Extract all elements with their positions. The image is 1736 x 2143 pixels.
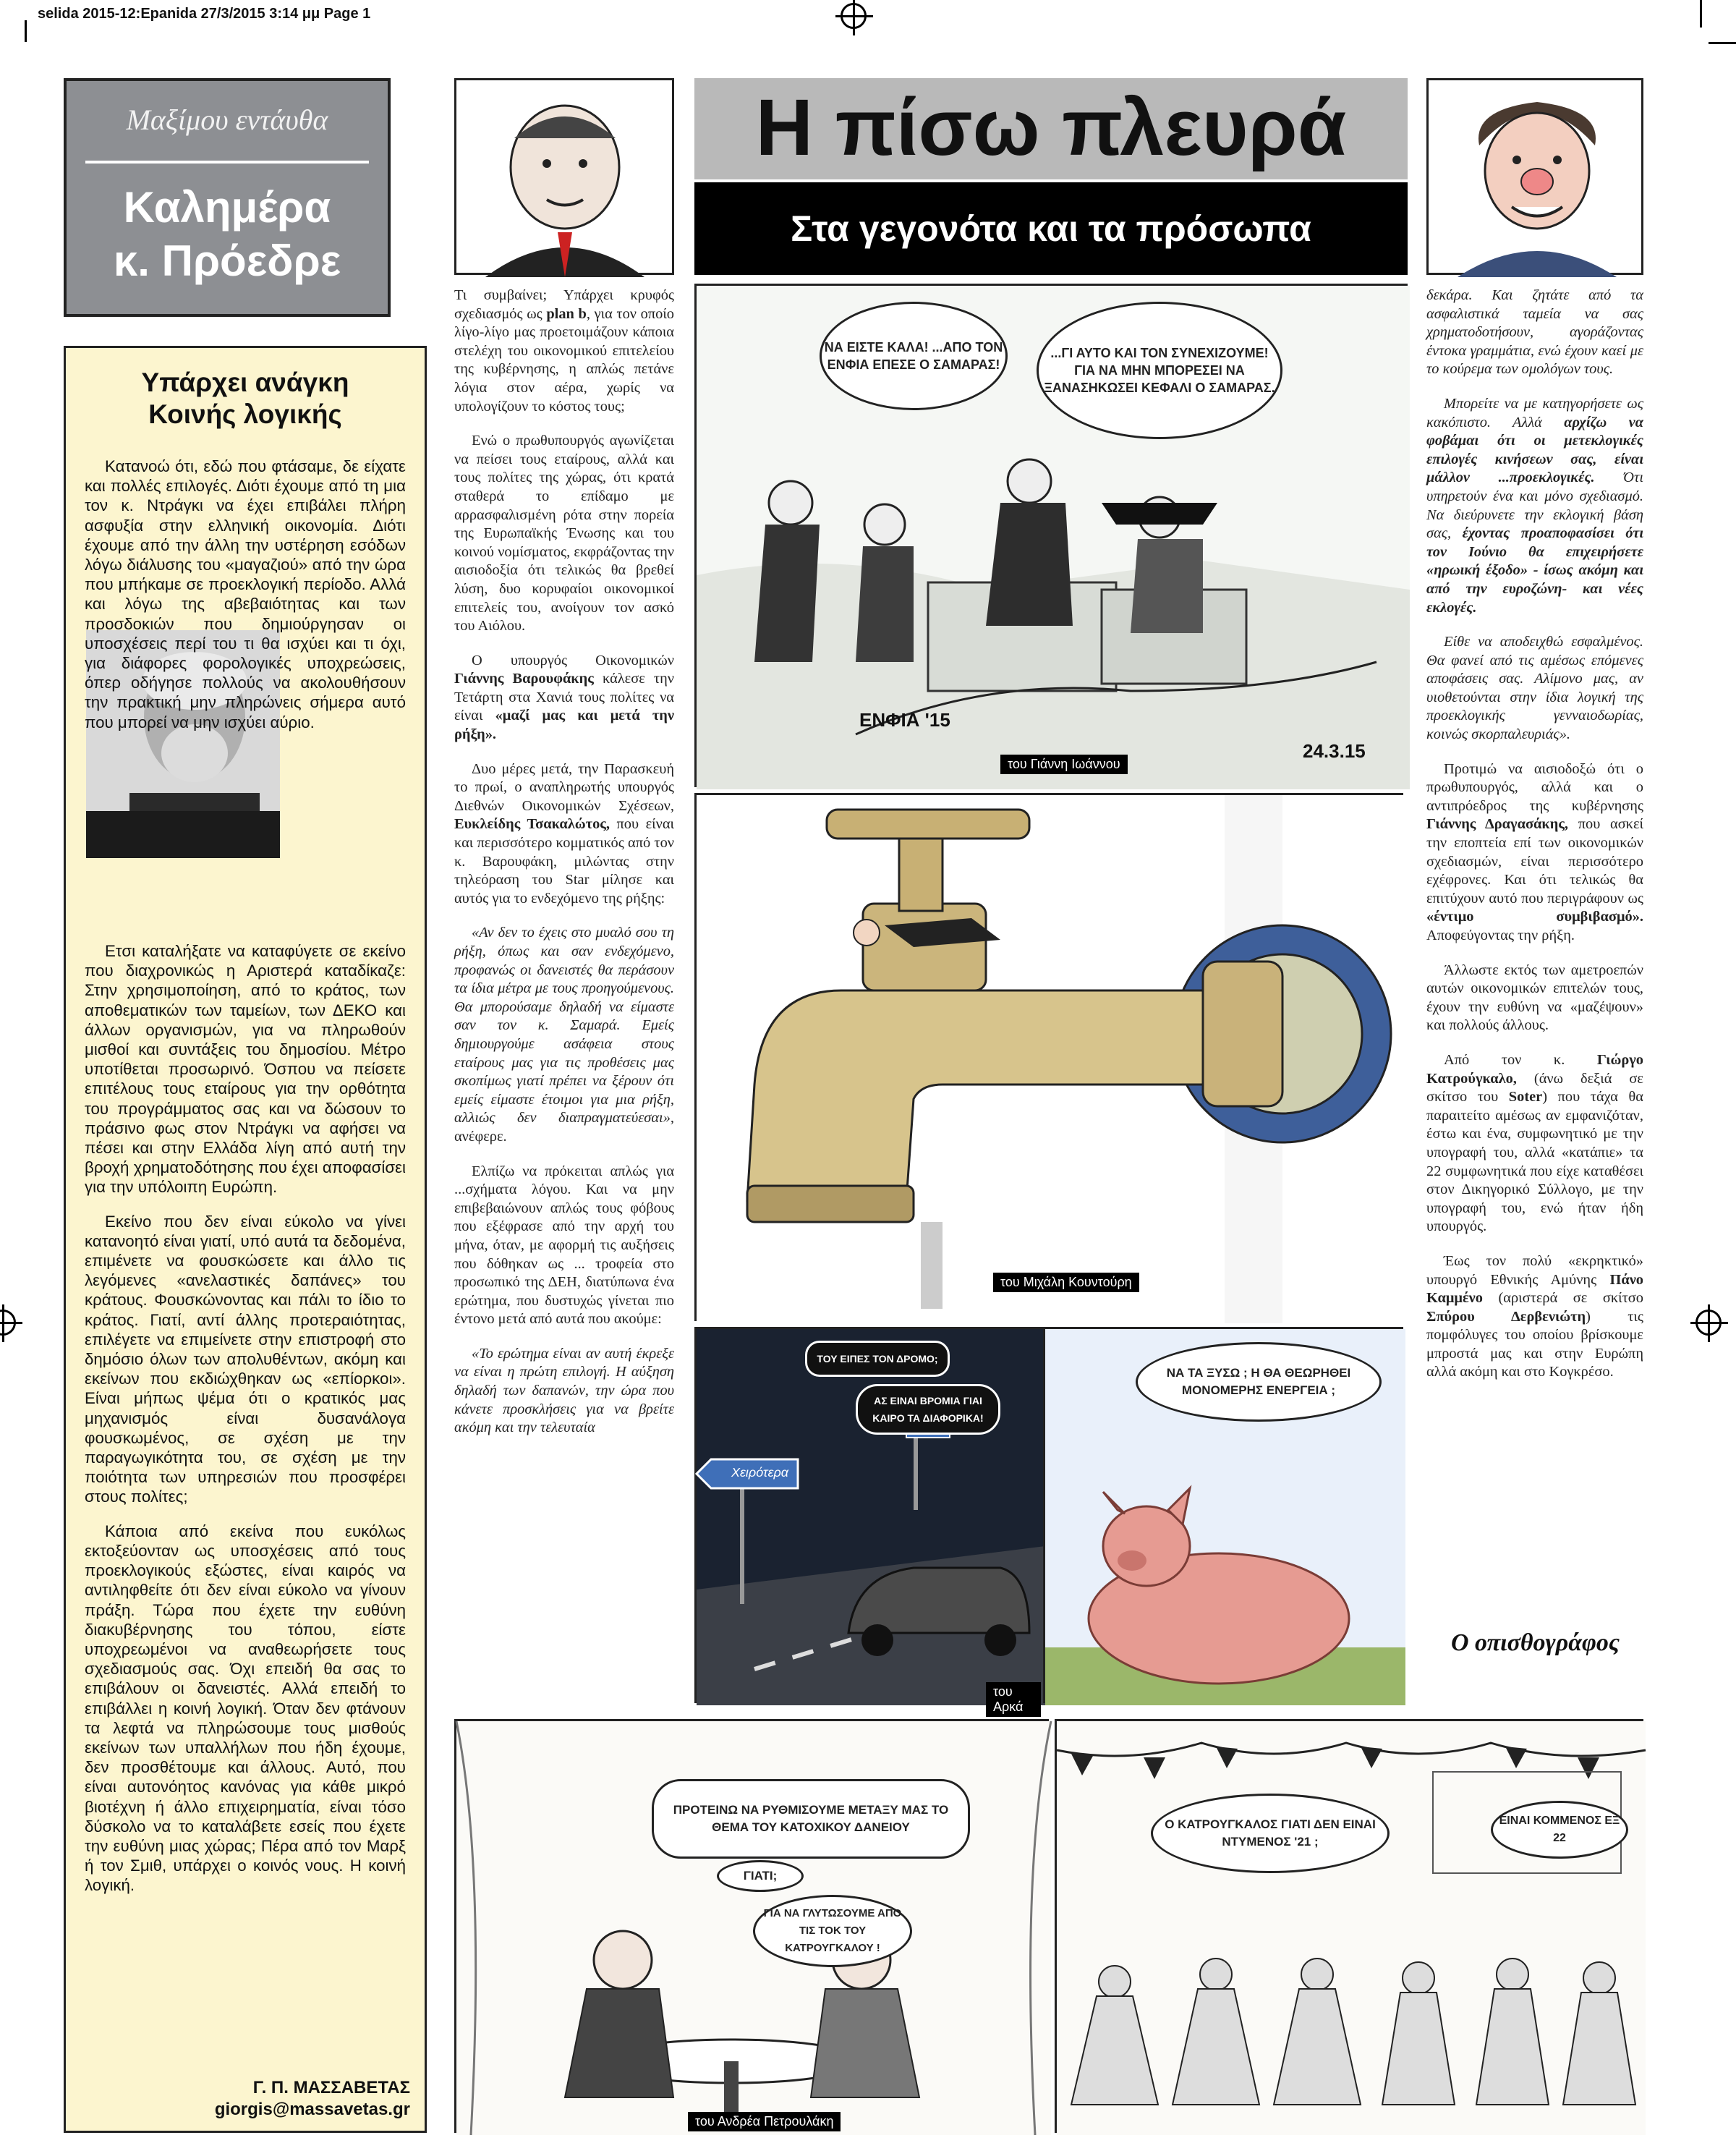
article-paragraph: Δυο μέρες μετά, την Παρασκευή το πρωί, ο αναπληρωτής υπουργός Διεθνών Οικονομικών Σχέσεων, Ευκλείδης Τσακαλώτος, που είναι και περισσότερο κομματικός από τον κ. Βαρουφάκη, μιλώντας στην τηλεόραση του Star μίλησε και αυτός για το ενδεχόμενο της ρήξης: [454,760,674,907]
article-paragraph: Ελπίζω να πρόκειται απλώς για ...σχήματα λόγου. Και να μην επιβεβαιώνουν απλώς τους φόβους που εξέφρασε από την αρχή του μήνα, όταν, με αφορμή τις αυξήσεις που δόθηκαν ως ... τροφεία στο προσωπικό της ΔΕΗ, διατύπωνα ένα ερώτημα, που δυστυχώς γίνεται πιο έντονο μετά από αυτά που ακούμε: [454,1163,674,1328]
author-email[interactable]: giorgis@massavetas.gr [214,2100,410,2119]
masthead [694,78,1408,179]
article-paragraph: Είθε να αποδειχθώ εσφαλμένος. Θα φανεί από τις αμέσως επόμενες αποφάσεις σας. Αλίμονο μας, αν υιοθετούνται στην ίδια λογική της προεκλογικής γενναιοδωρίας, κοινώς σκορπαλευριάς». [1426,634,1643,743]
right-article [1426,287,1643,1398]
opinion-column [64,346,427,2133]
crop-mark-top-left-v [25,20,27,42]
opinion-title [66,367,425,430]
crop-mark-top-right-h [1709,42,1736,44]
opinion-paragraph: Κατανοώ ότι, εδώ που φτάσαμε, δε είχατε και πολλές επιλογές. Διότι έχουμε από τη μια τον κ. Ντράγκι να έχει επιβάλει πλήρη ασφυξία στην ελληνική οικονομία. Διότι έχουμε από την άλλη την υστέρηση εσόδων λόγω διάλυσης του «μαγαζιού» από την ώρα που μπήκαμε σε προεκλογική περίοδο. Αλλά και λόγω της αβεβαιότητας και των προσδοκιών που δημιούργησαν οι υποσχέσεις περί του τι θα ισχύει και τι όχι, για διάφορες φορολογικές υποχρεώσεις, όπερ οδήγησε πολλούς να ακολουθήσουν την πρακτική μην πληρώνεις σήμερα αυτό που μπορεί να μην ισχύει αύριο. [85,457,406,731]
opinion-title-line-2: Κοινής λογικής [148,399,342,429]
column-title [67,181,388,288]
cartoon-ioannou [694,284,1408,787]
caricature-right [1426,78,1643,275]
article-paragraph: δεκάρα. Και ζητάτε από τα ασφαλιστικά ταμεία να σας χρηματοδοτήσουν, αγοράζοντας έντοκα γραμμάτια, ενώ έχουν καεί με το κούρεμα των ομολόγων τους. [1426,287,1643,378]
dancers-cartoon-icon [1057,1721,1646,2135]
masthead-title: Η πίσω πλευρά [755,83,1347,172]
masthead-subtitle: Στα γεγονότα και τα πρόσωπα [694,182,1408,275]
speech-bubble: Ο ΚΑΤΡΟΥΓΚΑΛΟΣ ΓΙΑΤΙ ΔΕΝ ΕΙΝΑΙ ΝΤΥΜΕΝΟΣ '21 ; [1151,1794,1390,1873]
cartoon-date: 24.3.15 [1303,740,1366,762]
speech-bubble: ΝΑ ΕΙΣΤΕ ΚΑΛΑ! ...ΑΠΟ ΤΟΝ ΕΝΦΙΑ ΕΠΕΣΕ Ο ΣΑΜΑΡΑΣ! [820,302,1008,410]
tap-cartoon-icon [697,795,1405,1323]
article-paragraph: Έως τον πολύ «εκρηκτικό» υπουργό Εθνικής Αμύνης Πάνο Καμμένο (αριστερά σε σκίτσο Σπύρου Δερβενιώτη) τις πομφόλυγες του οποίου βρίσκουμε μπροστά μας και στην Ευρώπη αλλά ακόμη και στο Κογκρέσο. [1426,1252,1643,1380]
speech-bubble: ΓΙΑ ΝΑ ΓΛΥΤΩΣΟΥΜΕ ΑΠΟ ΤΙΣ ΤΟΚ ΤΟΥ ΚΑΤΡΟΥΓΚΑΛΟΥ ! [753,1895,912,1967]
speech-bubble: ΝΑ ΤΑ ΞΥΣΩ ; Η ΘΑ ΘΕΩΡΗΘΕΙ ΜΟΝΟΜΕΡΗΣ ΕΝΕΡΓΕΙΑ ; [1136,1342,1382,1422]
opinion-body [85,457,406,747]
opinion-paragraph: Κάποια από εκείνα που ευκόλως εκτοξεύονταν ως υποσχέσεις από τους προεκλογικούς εξώστες, είναι καιρός να αντιληφθείτε ότι δεν είναι εύκολο να γίνουν πράξη. Τώρα που έχετε την ευθύνη διακυβέρνησης του τόπου, είστε υποχρεωμένοι να αναθεωρήσετε τους σχεδιασμούς σας. Όχι επειδή θα σας το επιβάλουν οι δανειστές. Αλλά επειδή το επιβάλλει η κοινή λογική. Όταν δεν φτάνουν τα λεφτά να πληρώσουμε τους μισθούς εκείνων των υπαλλήλων που ήδη έχουμε, δεν προσθέτουμε και άλλους. Αυτό, που είναι αυτονόητος κανόνας για κάθε μικρό βιοτέχνη ή άλλο επιχειρηματία, είναι τόσο δύσκολο να το καταλάβετε εσείς που έχετε την ευθύνη μιας χώρας; Πέρα από τον Μαρξ ή τον Σμιθ, υπάρχει ο κοινός νους. Η κοινή λογική. [85,1522,406,1895]
speech-bubble: ΠΡΟΤΕΙΝΩ ΝΑ ΡΥΘΜΙΣΟΥΜΕ ΜΕΤΑΞΥ ΜΑΣ ΤΟ ΘΕΜΑ ΤΟΥ ΚΑΤΟΧΙΚΟΥ ΔΑΝΕΙΟΥ [652,1779,970,1859]
cartoon-credit: του Ανδρέα Πετρουλάκη [688,2112,841,2131]
article-quote: «Αν δεν το έχεις στο μυαλό σου τη ρήξη, όπως και σαν ενδεχόμενο, προφανώς οι δανειστές θα περάσουν τα ίδια μέτρα με τους προηγούμενους. Θα μπορούσαμε δηλαδή να είμαστε σαν τον κ. Σαμαρά. Εμείς δημιουργούμε ασάφεια στους εταίρους μας για τις προθέσεις μας σκοπίμως γιατί πρέπει να ξέρουν ότι εμείς είμαστε έτοιμοι για μια ρήξη, αλλιώς δεν διαπραγματεύεσαι», ανέφερε. [454,925,674,1145]
caricature-portrait-icon [456,80,676,277]
cartoon-dancers [1055,1719,1643,2133]
article-paragraph: Ο υπουργός Οικονομικών Γιάννης Βαρουφάκης κάλεσε την Τετάρτη στα Χανιά τους πολίτες να είναι «μαζί μας και μετά την ρήξη». [454,652,674,743]
speech-bubble: ...ΓΙ ΑΥΤΟ ΚΑΙ ΤΟΝ ΣΥΝΕΧΙΖΟΥΜΕ! ΓΙΑ ΝΑ ΜΗΝ ΜΠΟΡΕΣΕΙ ΝΑ ΞΑΝΑΣΗΚΩΣΕΙ ΚΕΦΑΛΙ Ο ΣΑΜΑΡΑΣ. [1037,302,1282,439]
opinion-paragraph: Εκείνο που δεν είναι εύκολο να γίνει κατανοητό είναι γιατί, υπό αυτά τα δεδομένα, επιμένετε να φουσκώσετε και άλλο τις λεγόμενες «ανελαστικές δαπάνες» του κράτους. Φουσκώνοντας και πάλι το ίδιο το κράτος. Γιατί, αντί άλλης προτεραιότητας, επιλέγετε να επιμείνετε στην επιστροφή στο δημόσιο όλων των απολυθέντων, ακόμη και εκείνων που εκδιώχθηκαν ως «επίορκοι». Είναι μήπως ψέμα ότι ο κρατικός μας μηχανισμός είναι δυσανάλογα φουσκωμένος, σε σχέση με την παραγωγικότητα του, σε σχέση με την ποιότητα των υπηρεσιών που προσφέρει στους πολίτες; [85,1212,406,1506]
article-paragraph: Μπορείτε να με κατηγορήσετε ως κακόπιστο. Αλλά αρχίζω να φοβάμαι ότι οι μετεκλογικές επιλογές κινήσεων σας, είναι μάλλον ...προεκλογικές. Ότι υπηρετούν ένα και μόνο σχεδιασμό. Να διεύρυνετε την εκλογική βάση σας, έχοντας προαποφασίσει ότι τον Ιούνιο θα επιχειρήσετε «ηρωική έξοδο» - ίσως ακόμη και από την ευροζώνη- και νέες εκλογές. [1426,395,1643,616]
page-slug: selida 2015-12:Epanida 27/3/2015 3:14 μμ Page 1 [38,6,371,22]
speech-bubble: ΕΙΝΑΙ ΚΟΜΜΕΝΟΣ ΕΞ 22 [1491,1801,1628,1859]
cartoon-credit: του Μιχάλη Κουντούρη [993,1273,1139,1292]
author-name: Γ. Π. ΜΑΣΣΑΒΕΤΑΣ [252,2078,410,2097]
cartoon-credit: του Γιάννη Ιωάννου [1000,755,1128,774]
caricature-left [454,78,674,275]
middle-article [454,287,674,1454]
crop-mark-top-right-v [1700,0,1702,27]
road-sign-text: Χειρότερα [731,1465,789,1480]
speech-bubble: ΤΟΥ ΕΙΠΕΣ ΤΟΝ ΔΡΟΜΟ; [805,1341,950,1377]
opinion-title-line-1: Υπάρχει ανάγκη [141,368,349,397]
speech-bubble: ΑΣ ΕΙΝΑΙ ΒΡΟΜΙΑ ΓΙΑΙ ΚΑΙΡΟ ΤΑ ΔΙΑΦΟΡΙΚΑ! [856,1384,1000,1435]
article-paragraph: Άλλωστε εκτός των αμετροεπών αυτών οικονομικών επιτελών τους, έχουν την ευθύνη να «μαζέψουν» και πολλούς άλλους. [1426,962,1643,1034]
caricature-portrait-icon [1429,80,1646,277]
column-header-box [64,78,391,317]
column-title-line-1: Καλημέρα [123,183,331,232]
cartoon-petroulakis [454,1719,1049,2133]
article-quote: «Το ερώτημα είναι αν αυτή έκρεξε να είναι η πρώτη επιλογή. Η αύξηση δηλαδή των δαπανών, την ώρα που κάνετε προσκλήσεις για να βρείτε ακόμη και την τελευταία [454,1345,674,1436]
opinion-body-cont [85,941,406,1910]
registration-mark-top [841,3,867,29]
article-paragraph: Προτιμώ να αισιοδοξώ ότι ο πρωθυπουργός, αλλά και ο αντιπρόεδρος της κυβέρνησης Γιάννης Δραγασάκης, που ασκεί την εποπτεία επί των οικονομικών σχεδιασμών, είναι περισσότερο εχέφρονες. Και ότι τελικώς θα επιτύχουν αυτό που περιγράφουν ως «έντιμο συμβιβασμό». Αποφεύγοντας την ρήξη. [1426,760,1644,943]
article-paragraph: Ενώ ο πρωθυπουργός αγωνίζεται να πείσει τους εταίρους, αλλά και τους πολίτες της χώρας, ότι κρατά σταθερά το επίδαμο με αρρασφαλισμένη ρότα στην πορεία της Ευρωπαϊκής Ένωσης και του κοινού νομίσματος, εκφράζοντας την αισιοδοξία ότι τελικώς θα βρεθεί λύση, δυο κορυφαίοι οικονομικοί επιτελείς του, ανοίγουν τον ασκό του Αιόλου. [454,433,674,635]
cartoon-credit: του Αρκά [986,1682,1041,1717]
article-paragraph: Τι συμβαίνει; Υπάρχει κρυφός σχεδιασμός ως plan b, για τον οποίο λίγο-λίγο μας προετοιμάζουν κάποια στελέχη του οικονομικού επιτελείου της κυβέρνησης, η απλώς πετάνε λόγια στον αέρα, χωρίς να υπολογίζουν το κόστος τους; [454,287,674,415]
column-sign-off: Ο οπισθογράφος [1451,1629,1620,1656]
cartoon-kountouris [694,793,1403,1321]
column-title-line-2: κ. Πρόεδρε [113,237,341,285]
author-signature [215,2077,410,2121]
column-kicker: Μαξίμου εντάυθα [126,103,328,136]
cartoon-arkas-pig [1043,1327,1403,1703]
cartoon-label: ΕΝΦΙΑ '15 [859,709,950,731]
registration-mark-right [1695,1310,1722,1336]
opinion-paragraph: Ετσι καταλήξατε να καταφύγετε σε εκείνο που διαχρονικώς η Αριστερά καταδίκαζε: Στην χρησιμοποίηση, από το κράτος, των αποθεματικών των ταμείων, των ΔΕΚΟ και άλλων οργανισμών, για να πληρωθούν μισθοί και συντάξεις του δημοσίου. Μέτρο υποτίθεται προσωρινό. Όσπου να πείσετε επιτέλους τους εταίρους για την ορθότητα του προγράμματος σας και να δώσουν το πράσινο φως στον Ντράγκι να αφήσει να πέσει και στην Ελλάδα λίγη από αυτή την βροχή χρηματοδότησης που έχει αποφασίσει για την υπόλοιπη Ευρώπη. [85,942,406,1197]
article-paragraph: Από τον κ. Γιώργο Κατρούγκαλο, (άνω δεξιά σε σκίτσο του Soter) που τάχα θα παραιτείτο αμέσως αν εμφανιζόταν, έστω και ένα, συμφωνητικό με την υπογραφή του, αλλά «κατάπιε» τα 22 συμφωνητικά που είχε καταθέσει στον Δικηγορικό Σύλλογο, με την υπογραφή του, ενώ ήταν ήδη υπουργός. [1426,1051,1643,1235]
kicker-divider [85,161,369,164]
cartoon-arkas-road [694,1327,1043,1714]
registration-mark-left [0,1310,16,1336]
speech-bubble: ΓΙΑΤΙ; [717,1860,804,1892]
